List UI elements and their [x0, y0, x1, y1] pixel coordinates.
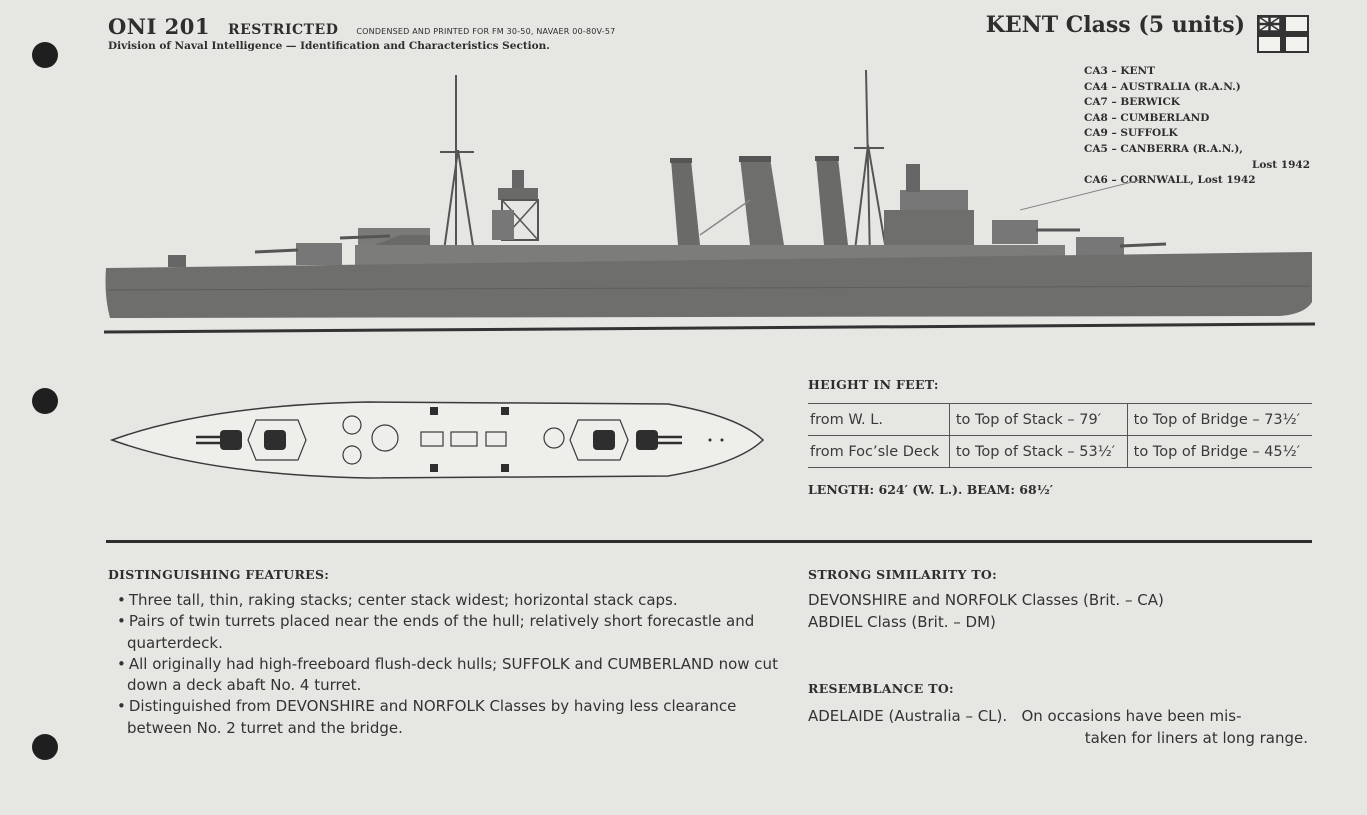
similarity-list — [808, 590, 1308, 633]
unit-item: CA7 – BERWICK — [1084, 96, 1180, 109]
classification-label: RESTRICTED — [227, 22, 339, 38]
class-title: KENT Class (5 units) — [985, 12, 1245, 38]
unit-item: CA9 – SUFFOLK — [1084, 127, 1178, 140]
stack-height-cell: to Top of Stack – 53½′ — [949, 436, 1127, 468]
feature-item: • All originally had high-freeboard flush-deck hulls; SUFFOLK and CUMBERLAND now cut down a deck abaft No. 4 turret. — [108, 654, 788, 697]
height-ref-cell: from W. L. — [808, 404, 949, 436]
features-list — [108, 590, 788, 739]
header — [108, 14, 615, 52]
feature-item: • Three tall, thin, raking stacks; center stack widest; horizontal stack caps. — [108, 590, 788, 611]
resemblance-text — [808, 706, 1308, 749]
binder-hole-bottom — [32, 734, 58, 760]
height-table — [808, 403, 1312, 468]
height-heading: HEIGHT IN FEET: — [808, 377, 939, 392]
ship-plan-illustration — [108, 390, 773, 490]
binder-hole-middle — [32, 388, 58, 414]
similarity-item: DEVONSHIRE and NORFOLK Classes (Brit. – CA) — [808, 591, 1164, 609]
resemblance-line: ADELAIDE (Australia – CL). On occasions have been mis- — [808, 707, 1242, 725]
length-beam-line: LENGTH: 624′ (W. L.). BEAM: 68½′ — [808, 482, 1054, 497]
condensed-note: CONDENSED AND PRINTED FOR FM 30-50, NAVAER 00-80V-57 — [356, 27, 616, 36]
features-heading: DISTINGUISHING FEATURES: — [108, 567, 330, 582]
height-ref-cell: from Foc’sle Deck — [808, 436, 949, 468]
section-divider — [106, 540, 1312, 543]
similarity-item: ABDIEL Class (Brit. – DM) — [808, 612, 996, 631]
unit-item-note: Lost 1942 — [1251, 158, 1310, 171]
division-line: Division of Naval Intelligence — Identification and Characteristics Section. — [108, 40, 550, 52]
feature-item: • Pairs of twin turrets placed near the ends of the hull; relatively short forecastle and quarterdeck. — [108, 611, 788, 654]
resemblance-heading: RESEMBLANCE TO: — [808, 681, 954, 696]
feature-item: • Distinguished from DEVONSHIRE and NORFOLK Classes by having less clearance between No. 2 turret and the bridge. — [108, 696, 788, 739]
doc-id: ONI 201 — [108, 14, 210, 39]
similarity-heading: STRONG SIMILARITY TO: — [808, 567, 998, 582]
unit-item: CA4 – AUSTRALIA (R.A.N.) — [1084, 80, 1241, 93]
unit-item: CA8 – CUMBERLAND — [1084, 111, 1210, 124]
bridge-height-cell: to Top of Bridge – 73½′ — [1127, 404, 1312, 436]
stack-height-cell: to Top of Stack – 79′ — [949, 404, 1127, 436]
table-row — [808, 404, 1312, 436]
white-ensign-icon — [1257, 15, 1309, 53]
unit-item: CA3 – KENT — [1084, 65, 1155, 77]
ship-profile-illustration — [100, 60, 1320, 335]
bridge-height-cell: to Top of Bridge – 45½′ — [1127, 436, 1312, 468]
unit-item: CA6 – CORNWALL, Lost 1942 — [1084, 174, 1256, 187]
table-row — [808, 436, 1312, 468]
unit-item: CA5 – CANBERRA (R.A.N.), — [1084, 142, 1243, 155]
resemblance-line: taken for liners at long range. — [1084, 728, 1308, 747]
binder-hole-top — [32, 42, 58, 68]
